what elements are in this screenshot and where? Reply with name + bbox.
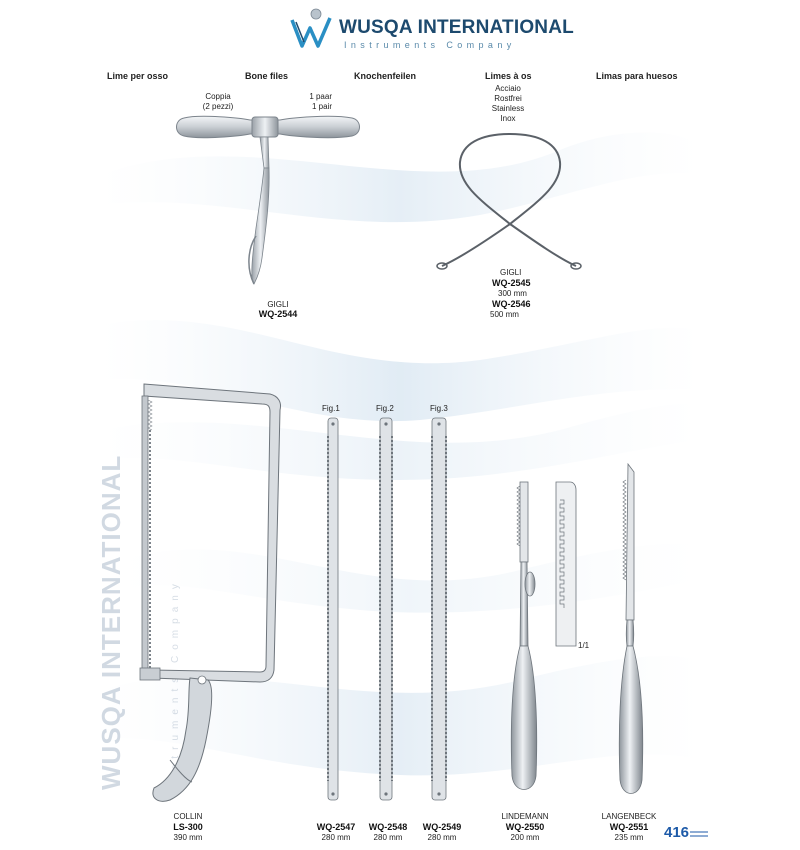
wusqa-w-logo-icon: [290, 8, 338, 48]
wire-size-1: 300 mm: [498, 289, 527, 298]
brand-subtitle: Instruments Company: [344, 40, 516, 50]
langenbeck-code: WQ-2551: [609, 822, 649, 832]
lang-english: Bone files: [245, 71, 289, 81]
collin-saw-illustration: [130, 380, 290, 810]
lang-german: Knochenfeilen: [354, 71, 417, 81]
scale-label: 1/1: [578, 641, 590, 650]
note-line: 1 pair: [311, 102, 332, 111]
langenbeck-illustration: [612, 460, 662, 806]
lang-spanish: Limas para huesos: [596, 71, 678, 81]
saw-blades-illustration: [320, 416, 460, 806]
blade-size-1: 280 mm: [321, 833, 351, 842]
collin-name: COLLIN: [173, 812, 203, 821]
note-line: Coppia: [205, 92, 231, 101]
wire-code-1: WQ-2545: [492, 278, 531, 288]
blade-code-2: WQ-2548: [368, 822, 408, 832]
page-number-marker-icon: [690, 830, 710, 838]
page-number: 416: [664, 824, 690, 841]
blade-fig-2: [380, 418, 392, 800]
lang-french: Limes à os: [485, 71, 532, 81]
fig-label-3: Fig.3: [430, 404, 448, 413]
wire-saw-name: GIGLI: [500, 268, 522, 277]
gigli-name: GIGLI: [267, 300, 289, 309]
langenbeck-name: LANGENBECK: [601, 812, 657, 821]
wire-code-2: WQ-2546: [492, 299, 531, 309]
blade-size-3: 280 mm: [427, 833, 457, 842]
blade-code-1: WQ-2547: [316, 822, 356, 832]
material-item: Rostfrei: [494, 94, 522, 103]
lindemann-name: LINDEMANN: [501, 812, 549, 821]
collin-code: LS-300: [173, 822, 203, 832]
blade-fig-1: [328, 418, 338, 800]
gigli-wire-saw-illustration: [430, 128, 590, 278]
lindemann-size: 200 mm: [510, 833, 540, 842]
gigli-handle-illustration: [170, 108, 370, 298]
blade-size-2: 280 mm: [373, 833, 403, 842]
lindemann-code: WQ-2550: [505, 822, 545, 832]
langenbeck-size: 235 mm: [614, 833, 644, 842]
watermark-subtext: Instruments Company: [170, 578, 181, 790]
material-item: Inox: [500, 114, 516, 123]
lang-italian: Lime per osso: [107, 71, 169, 81]
watermark-text: WUSQA INTERNATIONAL: [96, 454, 126, 790]
blade-fig-3: [432, 418, 446, 800]
material-list: [478, 84, 538, 124]
note-line: 1 paar: [309, 92, 332, 101]
note-line: (2 pezzi): [202, 102, 234, 111]
collin-size: 390 mm: [173, 833, 203, 842]
material-item: Stainless: [491, 104, 525, 113]
fig-label-1: Fig.1: [322, 404, 340, 413]
brand-name: WUSQA INTERNATIONAL: [339, 17, 574, 38]
blade-code-3: WQ-2549: [422, 822, 462, 832]
lindemann-detail-illustration: [548, 480, 584, 650]
material-item: Acciaio: [495, 84, 521, 93]
fig-label-2: Fig.2: [376, 404, 394, 413]
wire-size-2: 500 mm: [490, 310, 519, 319]
gigli-code: WQ-2544: [258, 309, 298, 319]
